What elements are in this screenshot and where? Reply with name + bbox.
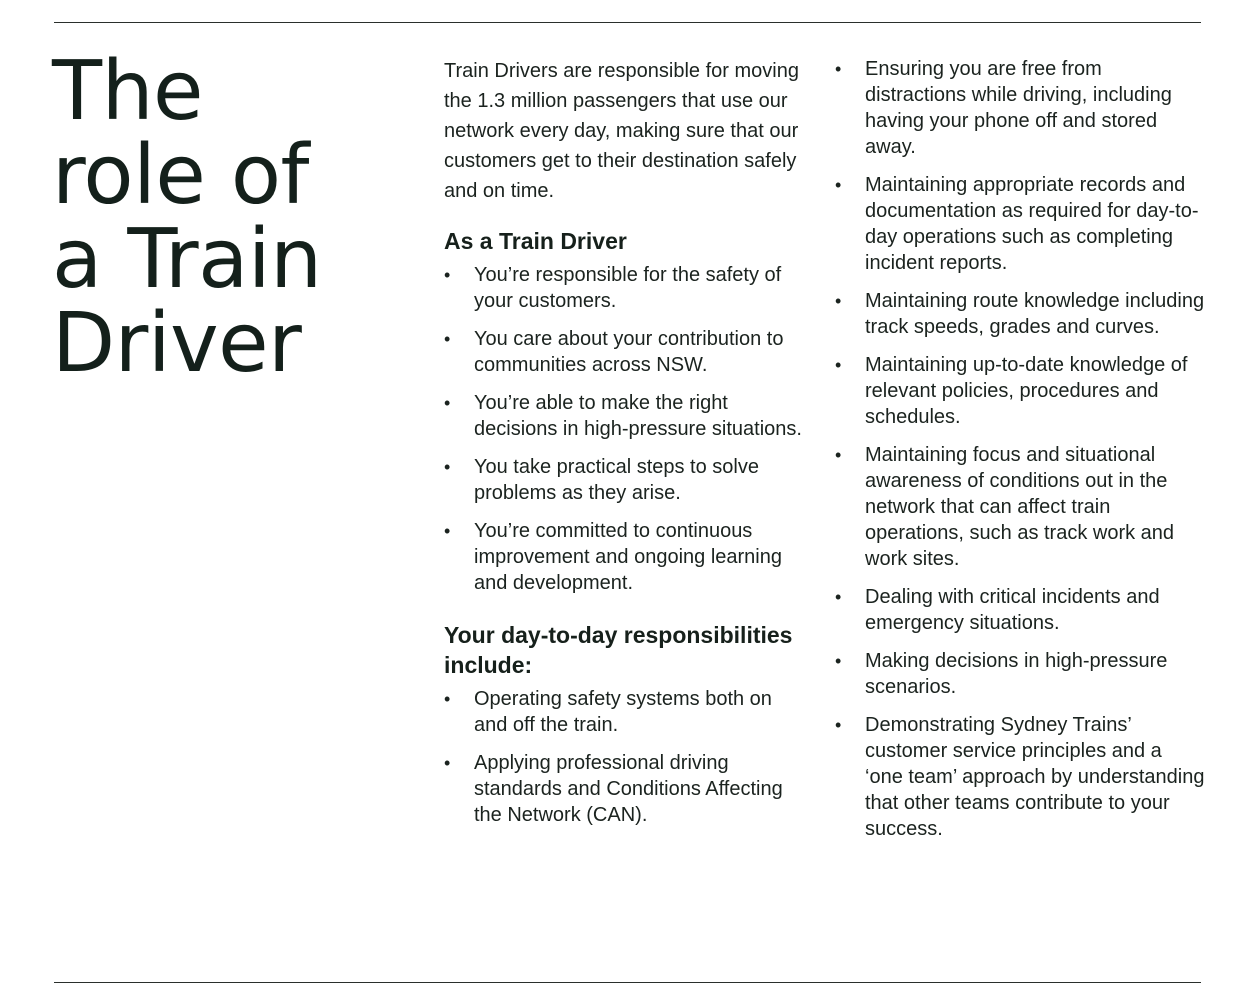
responsibilities-heading: Your day-to-day responsibilities include: bbox=[444, 622, 793, 678]
page-title bbox=[52, 44, 392, 391]
list-item: • Maintaining up-to-date knowledge of relevant policies, procedures and schedules. bbox=[835, 352, 1205, 430]
title-line: The bbox=[52, 44, 204, 139]
middle-column bbox=[444, 56, 810, 840]
list-item: • You care about your contribution to communities across NSW. bbox=[444, 326, 810, 378]
responsibilities-list bbox=[444, 686, 810, 828]
list-item: • Demonstrating Sydney Trains’ customer service principles and a ‘one team’ approach by understanding that other teams contribute to your success. bbox=[835, 712, 1205, 842]
list-item: • Operating safety systems both on and off the train. bbox=[444, 686, 810, 738]
list-item: • Applying professional driving standards and Conditions Affecting the Network (CAN). bbox=[444, 750, 810, 828]
top-divider bbox=[54, 22, 1201, 23]
list-item: • Dealing with critical incidents and emergency situations. bbox=[835, 584, 1205, 636]
as-driver-heading: As a Train Driver bbox=[444, 228, 627, 254]
as-driver-list bbox=[444, 262, 810, 596]
list-item: • You’re committed to continuous improvement and ongoing learning and development. bbox=[444, 518, 810, 596]
list-item: • Maintaining appropriate records and documentation as required for day-to-day operations such as completing incident reports. bbox=[835, 172, 1205, 276]
list-item: • Ensuring you are free from distractions while driving, including having your phone off and stored away. bbox=[835, 56, 1205, 160]
list-item: • Maintaining route knowledge including track speeds, grades and curves. bbox=[835, 288, 1205, 340]
list-item: • You’re responsible for the safety of your customers. bbox=[444, 262, 810, 314]
title-line: Driver bbox=[52, 296, 302, 391]
right-column bbox=[835, 56, 1205, 854]
list-item: • Maintaining focus and situational awareness of conditions out in the network that can affect train operations, such as track work and work sites. bbox=[835, 442, 1205, 572]
title-line: role of bbox=[52, 128, 309, 223]
responsibilities-list-continued bbox=[835, 56, 1205, 842]
list-item: • You take practical steps to solve problems as they arise. bbox=[444, 454, 810, 506]
title-line: a Train bbox=[52, 212, 322, 307]
bottom-divider bbox=[54, 982, 1201, 983]
intro-paragraph: Train Drivers are responsible for moving the 1.3 million passengers that use our network every day, making sure that our customers get to their destination safely and on time. bbox=[444, 60, 799, 202]
list-item: • You’re able to make the right decisions in high-pressure situations. bbox=[444, 390, 810, 442]
list-item: • Making decisions in high-pressure scenarios. bbox=[835, 648, 1205, 700]
